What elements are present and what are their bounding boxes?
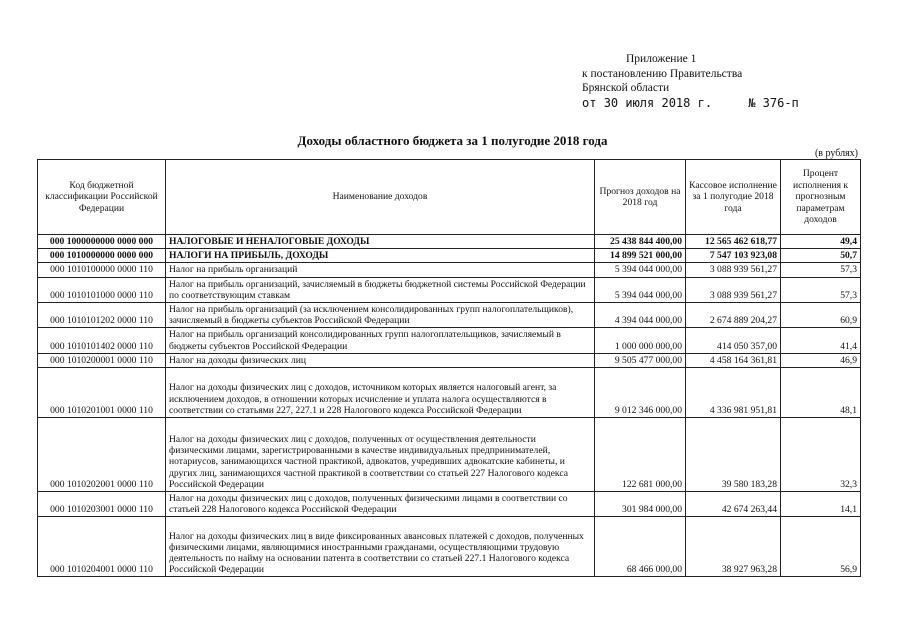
- header-forecast: Прогноз доходов на 2018 год: [595, 160, 686, 235]
- row-name: Налог на доходы физических лиц: [166, 353, 595, 367]
- appendix-decree: к постановлению Правительства: [582, 67, 743, 80]
- row-forecast: 122 681 000,00: [595, 418, 686, 492]
- row-percent: 57,3: [781, 263, 861, 277]
- row-actual: 12 565 462 618,77: [686, 235, 781, 249]
- row-actual: 414 050 357,00: [686, 328, 781, 353]
- header-percent: Процент исполнения к прогнозным параметрам доходов: [781, 160, 861, 235]
- row-forecast: 14 899 521 000,00: [595, 249, 686, 263]
- row-actual: 7 547 103 923,08: [686, 249, 781, 263]
- revenue-table: [37, 159, 861, 577]
- row-percent: 48,1: [781, 368, 861, 418]
- row-percent: 46,9: [781, 353, 861, 367]
- header-name: Наименование доходов: [166, 160, 595, 235]
- table-header-row: [38, 160, 861, 235]
- header-code: Код бюджетной классификации Российской Федерации: [38, 160, 166, 235]
- table-row: [38, 277, 861, 302]
- row-percent: 32,3: [781, 418, 861, 492]
- table-row: [38, 263, 861, 277]
- row-name: Налог на прибыль организаций (за исключением консолидированных групп налогоплательщиков), зачисляемый в бюджеты субъектов Российской Федерации: [166, 303, 595, 328]
- row-forecast: 301 984 000,00: [595, 492, 686, 517]
- row-code: 000 1000000000 0000 000: [38, 235, 166, 249]
- row-name: Налог на прибыль организаций: [166, 263, 595, 277]
- row-actual: 38 927 963,28: [686, 517, 781, 577]
- document-title: Доходы областного бюджета за 1 полугодие 2018 года: [297, 133, 608, 148]
- row-name: Налог на прибыль организаций консолидированных групп налогоплательщиков, зачисляемый в бюджеты субъектов Российской Федерации: [166, 328, 595, 353]
- date-prefix: от: [582, 95, 597, 110]
- row-percent: 50,7: [781, 249, 861, 263]
- row-percent: 49,4: [781, 235, 861, 249]
- row-percent: 41,4: [781, 328, 861, 353]
- row-name: Налог на доходы физических лиц с доходов, источником которых является налоговый агент, за исключением доходов, в отношении которых исчисление и уплата налога осуществляются в соответствии со статьями 227, 227.1 и 228 Налогового кодекса Российской Федерации: [166, 368, 595, 418]
- row-actual: 3 088 939 561,27: [686, 263, 781, 277]
- row-name: Налог на доходы физических лиц с доходов, полученных от осуществления деятельности физическими лицами, зарегистрированными в качестве индивидуальных предпринимателей, нотариусов, занимающихся частной практикой, адвокатов, учредивших адвокатские кабинеты, и других лиц, занимающихся частной практикой в соответствии со статьей 227 Налогового кодекса Российской Федерации: [166, 418, 595, 492]
- row-forecast: 5 394 044 000,00: [595, 263, 686, 277]
- row-name: НАЛОГИ НА ПРИБЫЛЬ, ДОХОДЫ: [166, 249, 595, 263]
- appendix-date-number: [582, 96, 799, 111]
- row-actual: 3 088 939 561,27: [686, 277, 781, 302]
- row-name: Налог на доходы физических лиц с доходов, полученных физическими лицами в соответствии со статьей 228 Налогового кодекса Российской Федерации: [166, 492, 595, 517]
- row-code: 000 1010202001 0000 110: [38, 418, 166, 492]
- table-row: [38, 235, 861, 249]
- row-actual: 42 674 263,44: [686, 492, 781, 517]
- row-code: 000 1010101202 0000 110: [38, 303, 166, 328]
- row-percent: 56,9: [781, 517, 861, 577]
- row-name: НАЛОГОВЫЕ И НЕНАЛОГОВЫЕ ДОХОДЫ: [166, 235, 595, 249]
- row-actual: 2 674 889 204,27: [686, 303, 781, 328]
- table-row: [38, 303, 861, 328]
- row-forecast: 5 394 044 000,00: [595, 277, 686, 302]
- row-actual: 4 336 981 951,81: [686, 368, 781, 418]
- appendix-block: [582, 52, 799, 110]
- row-forecast: 25 438 844 400,00: [595, 235, 686, 249]
- table-row: [38, 492, 861, 517]
- row-percent: 57,3: [781, 277, 861, 302]
- row-code: 000 1010203001 0000 110: [38, 492, 166, 517]
- row-code: 000 1010000000 0000 000: [38, 249, 166, 263]
- row-forecast: 4 394 044 000,00: [595, 303, 686, 328]
- table-row: [38, 517, 861, 577]
- row-code: 000 1010100000 0000 110: [38, 263, 166, 277]
- row-forecast: 68 466 000,00: [595, 517, 686, 577]
- table-row: [38, 328, 861, 353]
- row-actual: 4 458 164 361,81: [686, 353, 781, 367]
- number-prefix: №: [748, 95, 756, 110]
- row-name: Налог на прибыль организаций, зачисляемый в бюджеты бюджетной системы Российской Федерации по соответствующим ставкам: [166, 277, 595, 302]
- row-code: 000 1010101000 0000 110: [38, 277, 166, 302]
- header-actual: Кассовое исполнение за 1 полугодие 2018 года: [686, 160, 781, 235]
- row-forecast: 9 505 477 000,00: [595, 353, 686, 367]
- units-note: (в рублях): [814, 148, 858, 159]
- decree-date: 30 июля 2018 г.: [603, 95, 713, 110]
- table-row: [38, 368, 861, 418]
- row-percent: 14,1: [781, 492, 861, 517]
- row-forecast: 1 000 000 000,00: [595, 328, 686, 353]
- row-code: 000 1010101402 0000 110: [38, 328, 166, 353]
- table-row: [38, 249, 861, 263]
- row-code: 000 1010204001 0000 110: [38, 517, 166, 577]
- row-forecast: 9 012 346 000,00: [595, 368, 686, 418]
- appendix-region: Брянской области: [582, 82, 670, 94]
- row-percent: 60,9: [781, 303, 861, 328]
- appendix-title: Приложение 1: [626, 53, 697, 65]
- decree-number: 376-п: [762, 95, 799, 110]
- row-actual: 39 580 183,28: [686, 418, 781, 492]
- row-code: 000 1010200001 0000 110: [38, 353, 166, 367]
- row-code: 000 1010201001 0000 110: [38, 368, 166, 418]
- row-name: Налог на доходы физических лиц в виде фиксированных авансовых платежей с доходов, полученных физическими лицами, являющимися иностранными гражданами, осуществляющими трудовую деятельность по найму на основании патента в соответствии со статьей 227.1 Налогового кодекса Российской Федерации: [166, 517, 595, 577]
- table-row: [38, 418, 861, 492]
- table-row: [38, 353, 861, 367]
